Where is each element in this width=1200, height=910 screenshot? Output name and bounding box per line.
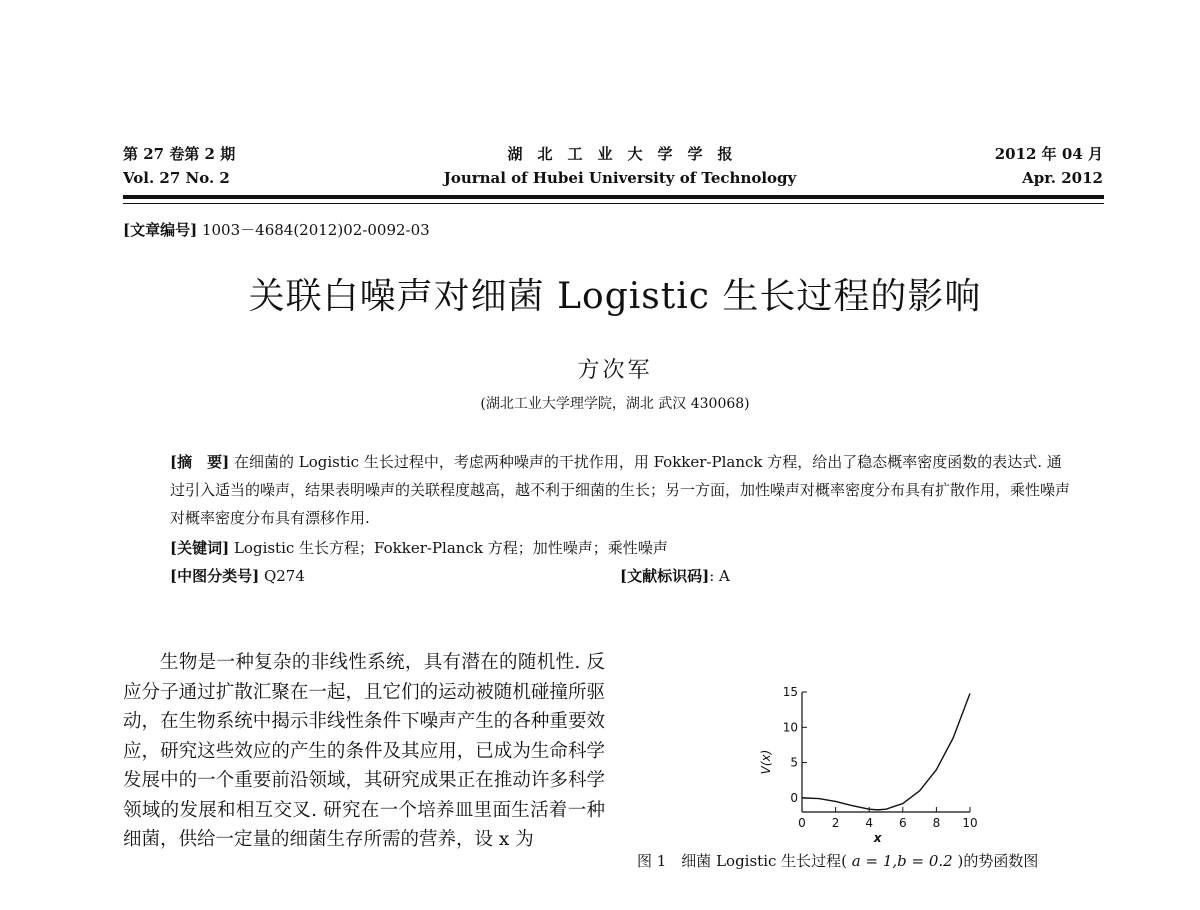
clc-number xyxy=(170,562,305,590)
issue-zh: 第 27 卷第 2 期 xyxy=(123,145,236,163)
article-number xyxy=(123,219,430,240)
potential-curve xyxy=(802,693,970,809)
issue-en: Vol. 27 No. 2 xyxy=(123,169,230,187)
figure-caption-suffix: )的势函数图 xyxy=(957,852,1039,870)
potential-function-chart xyxy=(750,680,990,850)
keywords-text: Logistic 生长方程；Fokker-Planck 方程；加性噪声；乘性噪声 xyxy=(229,539,668,557)
date-zh: 2012 年 04 月 xyxy=(994,145,1103,163)
x-axis-label: x xyxy=(873,831,882,845)
figure-caption xyxy=(637,850,1038,871)
x-tick-label: 2 xyxy=(831,816,840,830)
x-tick-label: 10 xyxy=(962,816,978,830)
article-number-label: [文章编号] xyxy=(123,221,198,239)
x-tick-label: 4 xyxy=(865,816,874,830)
keywords-label: [关键词] xyxy=(170,539,230,557)
clc-value: Q274 xyxy=(259,567,305,585)
document-code xyxy=(620,562,730,590)
y-axis-label: V(x) xyxy=(759,749,773,775)
figure-caption-params: a = 1,b = 0.2 xyxy=(847,852,958,870)
journal-name-zh: 湖 北 工 业 大 学 学 报 xyxy=(507,145,733,163)
abstract-label: [摘 要] xyxy=(170,453,230,471)
y-tick-label: 10 xyxy=(782,720,798,735)
author: 方次军 xyxy=(577,358,653,383)
keywords xyxy=(170,534,668,562)
article-number-value: 1003－4684(2012)02-0092-03 xyxy=(197,221,430,239)
abstract-text: 在细菌的 Logistic 生长过程中，考虑两种噪声的干扰作用，用 Fokker-Planck 方程，给出了稳态概率密度函数的表达式. 通过引入适当的噪声，结果表明噪声的关联程度越高，越不利于细菌的生长；另一方面，加性噪声对概率密度分布具有扩散作用，乘性噪声对概率密度分布具有漂移作用. xyxy=(170,453,1071,527)
abstract xyxy=(170,448,1070,532)
header-rule-thick xyxy=(123,195,1104,199)
header-rule-thin xyxy=(123,203,1104,204)
date-en: Apr. 2012 xyxy=(1022,169,1103,187)
affiliation: (湖北工业大学理学院，湖北 武汉 430068) xyxy=(480,396,750,412)
x-tick-label: 8 xyxy=(932,816,941,830)
doc-code-label: [文献标识码] xyxy=(620,567,710,585)
y-tick-label: 15 xyxy=(782,685,798,699)
y-tick-label: 5 xyxy=(790,755,798,770)
doc-code-value: : A xyxy=(709,567,730,585)
x-tick-label: 6 xyxy=(898,816,907,830)
journal-date xyxy=(905,142,1103,190)
clc-label: [中图分类号] xyxy=(170,567,260,585)
y-tick-label: 0 xyxy=(790,790,798,805)
body-paragraph: 生物是一种复杂的非线性系统，具有潜在的随机性. 反应分子通过扩散汇聚在一起，且它们的运动被随机碰撞所驱动，在生物系统中揭示非线性条件下噪声产生的各种重要效应，研究这些效应的产生的条件及其应用，已成为生命科学发展中的一个重要前沿领域，其研究成果正在推动许多科学领域的发展和相互交叉. 研究在一个培养皿里面生活着一种细菌，供给一定量的细菌生存所需的营养，设 x 为 xyxy=(123,652,605,850)
journal-name-en: Journal of Hubei University of Technology xyxy=(443,169,797,187)
body-text xyxy=(123,648,605,855)
x-tick-label: 0 xyxy=(798,816,806,830)
paper-title: 关联白噪声对细菌 Logistic 生长过程的影响 xyxy=(248,276,982,317)
figure-caption-prefix: 图 1 细菌 Logistic 生长过程( xyxy=(637,852,848,870)
